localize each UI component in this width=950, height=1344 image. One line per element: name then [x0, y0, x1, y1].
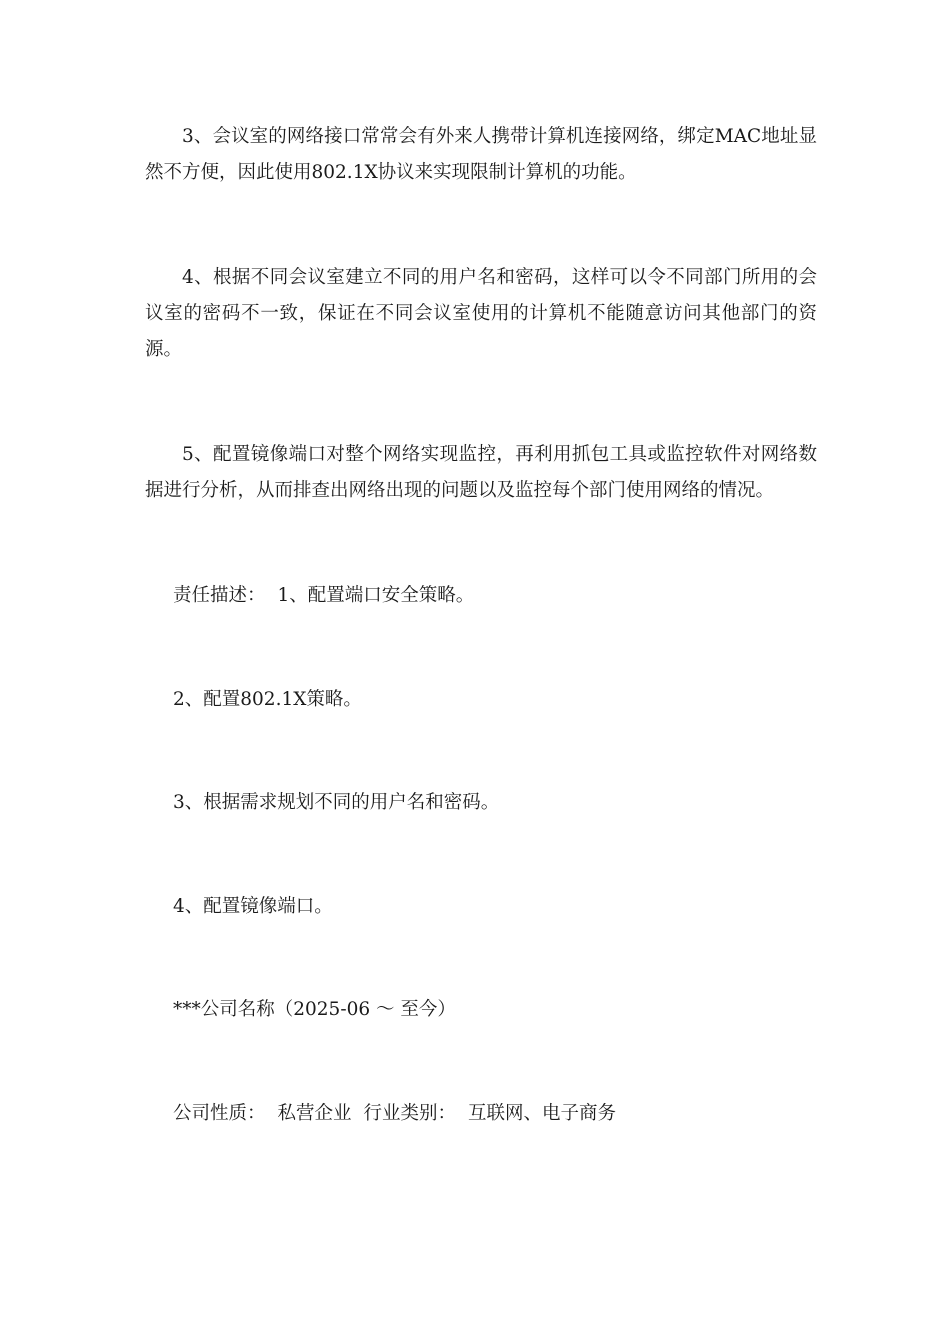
- company-nature-label: 公司性质：: [173, 1103, 266, 1124]
- responsibility-item-2: 2、配置802.1X策略。: [173, 689, 362, 710]
- paragraph-mirror-port: 5、配置镜像端口对整个网络实现监控，再利用抓包工具或监控软件对网络数据进行分析，从而排查出网络出现的问题以及监控每个部门使用网络的情况。: [145, 444, 817, 501]
- responsibility-item-3: 3、根据需求规划不同的用户名和密码。: [173, 792, 500, 813]
- responsibility-line: [173, 578, 474, 614]
- industry-label: 行业类别：: [363, 1103, 457, 1124]
- responsibility-item-4: 4、配置镜像端口。: [173, 896, 333, 917]
- company-nature-value: 私营企业: [277, 1103, 352, 1124]
- responsibility-item-1: 1、配置端口安全策略。: [277, 585, 475, 606]
- company-name-line: ***公司名称（2025-06 ～ 至今）: [173, 999, 456, 1020]
- paragraph-user-accounts: 4、根据不同会议室建立不同的用户名和密码，这样可以令不同部门所用的会议室的密码不一致，保证在不同会议室使用的计算机不能随意访问其他部门的资源。: [145, 267, 817, 360]
- responsibility-label: 责任描述：: [173, 585, 266, 606]
- paragraph-802-1x: 3、会议室的网络接口常常会有外来人携带计算机连接网络，绑定MAC地址显然不方便，因此使用802.1X协议来实现限制计算机的功能。: [145, 126, 817, 183]
- industry-value: 互联网、电子商务: [468, 1103, 617, 1124]
- company-info-line: [173, 1096, 616, 1132]
